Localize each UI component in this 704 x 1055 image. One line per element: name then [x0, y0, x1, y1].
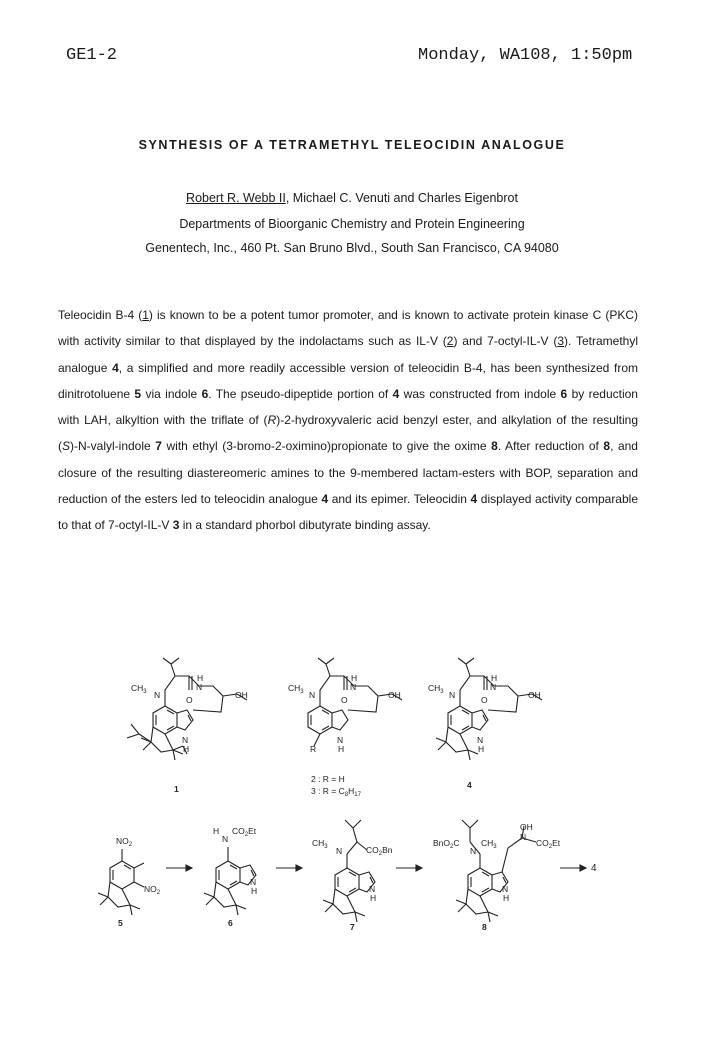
address: Genentech, Inc., 460 Pt. San Bruno Blvd., South San Francisco, CA 94080: [145, 241, 559, 255]
atom-label: O: [481, 695, 488, 705]
compound-6-structure: [204, 847, 256, 915]
atom-label: H: [503, 893, 510, 903]
compound-ref: 5: [134, 386, 142, 401]
abstract-text: )-N-valyl-indole: [70, 439, 156, 454]
abstract-text: , and closure of the resulting diastereomeric amines to the 9-membered lactam-esters with BOP, separation and reduction of the esters led to teleocidin analogue: [58, 439, 638, 507]
abstract-text: )-2-hydroxyvaleric acid benzyl ester, and alkylation of the resulting (: [58, 413, 638, 454]
atom-label: N: [477, 735, 484, 745]
atom-label: OH: [388, 690, 401, 700]
compound-ref: 6: [201, 386, 209, 401]
author-line: [0, 191, 704, 205]
atom-label: $CO_2Et$: [536, 838, 561, 850]
compound-ref: 4: [112, 360, 119, 375]
atom-label: N: [369, 884, 376, 894]
abstract-text: with ethyl (3-bromo-2-oximino)propionate to give the oxime: [161, 439, 492, 454]
atom-label: H: [491, 673, 498, 683]
atom-label: N: [470, 846, 477, 856]
atom-label: BnO$_2$C: [433, 838, 460, 850]
atom-label: N: [490, 682, 497, 692]
reaction-arrows: [166, 865, 586, 871]
compound-2-legend: 2 : R = H: [311, 774, 345, 784]
compound-3-legend: 3 : $R = C_8H_{17}$: [311, 786, 361, 798]
atom-label: H: [370, 893, 377, 903]
stereo-descriptor: S: [62, 439, 71, 454]
atom-label: N: [350, 682, 357, 692]
abstract-text: displayed activity comparable to that of 7-octyl-IL-V: [58, 492, 638, 533]
atom-label: $CH_3$: [428, 683, 444, 695]
abstract-text: and its epimer. Teleocidin: [328, 492, 471, 507]
atom-label: N: [222, 834, 229, 844]
abstract-text: by reduction with LAH, alkyltion with the triflate of (: [58, 386, 638, 428]
atom-label: $CH_3$: [131, 683, 147, 695]
atom-label: N: [520, 832, 527, 842]
compound-ref: 4: [321, 492, 329, 507]
compound-ref: 7: [155, 439, 162, 454]
compound-ref: 6: [560, 386, 568, 401]
atom-label: OH: [528, 690, 541, 700]
compound-ref: 3: [557, 334, 565, 349]
abstract-text: was constructed from indole: [399, 386, 561, 401]
abstract-text: ) is known to be a potent tumor promoter, and is known to activate protein kinase C (PKC) with activity similar to that displayed by the indolactams such as IL-V (: [58, 308, 638, 349]
abstract-text: Teleocidin B-4 (: [58, 308, 143, 322]
final-product-label: 4: [591, 863, 597, 874]
atom-label: N: [336, 846, 343, 856]
compound-ref: 8: [603, 439, 611, 454]
compound-label: 7: [350, 922, 355, 932]
atom-label: H: [338, 744, 345, 754]
presenting-author: Robert R. Webb II: [186, 191, 286, 205]
atom-label: N: [196, 682, 203, 692]
compound-4-structure: [436, 658, 542, 760]
atom-label: O: [186, 695, 193, 705]
atom-label: N: [182, 735, 189, 745]
paper-title: SYNTHESIS OF A TETRAMETHYL TELEOCIDIN ANALOGUE: [138, 138, 566, 152]
atom-label: N: [250, 877, 257, 887]
compound-7-structure: [323, 820, 375, 922]
atom-label: OH: [235, 690, 248, 700]
atom-label: H: [197, 673, 204, 683]
abstract-text: via indole: [141, 386, 202, 401]
compound-2-3-structure: [308, 658, 402, 746]
compound-label: 8: [482, 922, 487, 932]
compound-ref: 4: [470, 492, 478, 507]
atom-label: OH: [520, 822, 533, 832]
atom-label: N: [337, 735, 344, 745]
compound-ref: 3: [172, 518, 180, 533]
abstract: [58, 302, 638, 539]
department: Departments of Bioorganic Chemistry and Protein Engineering: [179, 217, 525, 231]
atom-label: N: [502, 884, 509, 894]
abstract-text: ) and 7-octyl-IL-V (: [453, 334, 558, 349]
atom-label: N: [154, 690, 161, 700]
atom-label: N: [309, 690, 316, 700]
atom-label: O: [341, 695, 348, 705]
compound-ref: 8: [491, 439, 498, 454]
stereo-descriptor: R: [267, 413, 277, 428]
compound-label: 5: [118, 918, 123, 928]
reaction-scheme: [0, 640, 704, 940]
header-session-time: Monday, WA108, 1:50pm: [418, 46, 633, 65]
compound-5-structure: [98, 849, 144, 915]
atom-label: H: [213, 826, 220, 836]
atom-label: $CH_3$: [288, 683, 304, 695]
abstract-text: . After reduction of: [497, 439, 604, 454]
atom-label: R: [310, 744, 317, 754]
atom-label: H: [183, 744, 190, 754]
co-authors: , Michael C. Venuti and Charles Eigenbrot: [285, 191, 518, 205]
atom-label: $CO_2Bn$: [366, 845, 393, 857]
compound-label: 4: [467, 780, 472, 790]
atom-label: $NO_2$: [144, 884, 161, 896]
header-session-code: GE1-2: [66, 46, 118, 65]
abstract-text: ). Tetramethyl analogue: [58, 334, 638, 375]
atom-label: $CO_2Et$: [232, 826, 257, 838]
atom-label: $NO_2$: [116, 836, 133, 848]
atom-label: H: [251, 886, 258, 896]
abstract-text: in a standard phorbol dibutyrate binding assay.: [179, 518, 431, 533]
atom-label: H: [351, 673, 358, 683]
compound-ref: 2: [446, 334, 454, 349]
compound-ref: 1: [142, 308, 149, 322]
compound-label: 6: [228, 918, 233, 928]
atom-label: $CH_3$: [481, 838, 497, 850]
atom-label: $CH_3$: [312, 838, 328, 850]
compound-label: 1: [174, 784, 179, 794]
abstract-text: . The pseudo-dipeptide portion of: [208, 386, 393, 401]
atom-label: H: [478, 744, 485, 754]
atom-label: N: [449, 690, 456, 700]
abstract-text: , a simplified and more readily accessible version of teleocidin B-4, has been synthesized from dinitrotoluene: [58, 360, 639, 401]
compound-ref: 4: [392, 386, 400, 401]
